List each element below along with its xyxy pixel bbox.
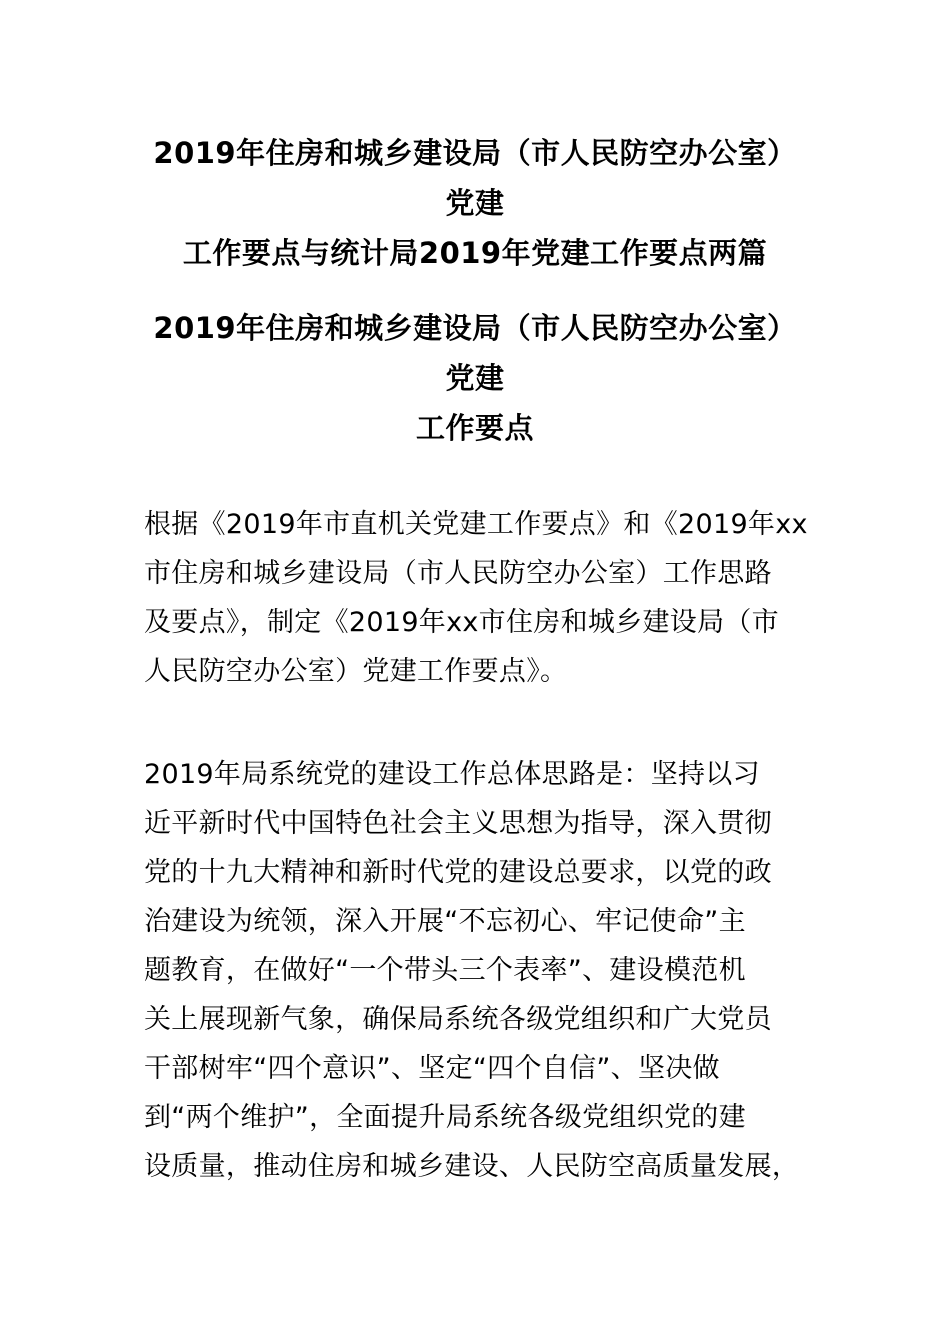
document-title-line: 工作要点与统计局2019年党建工作要点两篇: [182, 236, 768, 270]
document-title-line: 2019年住房和城乡建设局（市人民防空办公室）党建: [153, 136, 797, 220]
section-title: [140, 303, 810, 453]
paragraph-line: 关上展现新气象，确保局系统各级党组织和广大党员: [144, 1004, 772, 1035]
paragraph-line: 干部树牢“四个意识”、坚定“四个自信”、坚决做: [144, 1053, 720, 1084]
section-title-line: 2019年住房和城乡建设局（市人民防空办公室）党建: [153, 311, 797, 395]
paragraph-line: 到“两个维护”，全面提升局系统各级党组织党的建: [144, 1102, 746, 1133]
document-title: [140, 128, 810, 278]
body-paragraph-1: [144, 500, 814, 696]
paragraph-line: 人民防空办公室）党建工作要点》。: [144, 656, 568, 687]
paragraph-line: 党的十九大精神和新时代党的建设总要求，以党的政: [144, 857, 772, 888]
paragraph-line: 市住房和城乡建设局（市人民防空办公室）工作思路: [144, 558, 772, 589]
paragraph-line: 治建设为统领，深入开展“不忘初心、牢记使命”主: [144, 906, 746, 937]
paragraph-line: 及要点》，制定《2019年xx市住房和城乡建设局（市: [144, 607, 779, 638]
paragraph-line: 2019年局系统党的建设工作总体思路是：坚持以习: [144, 759, 760, 790]
paragraph-line: 题教育，在做好“一个带头三个表率”、建设模范机: [144, 955, 746, 986]
paragraph-line: 设质量，推动住房和城乡建设、人民防空高质量发展，: [144, 1151, 800, 1182]
paragraph-line: 近平新时代中国特色社会主义思想为指导，深入贯彻: [144, 808, 772, 839]
body-paragraph-2: [144, 750, 814, 1191]
paragraph-line: 根据《2019年市直机关党建工作要点》和《2019年xx: [144, 509, 808, 540]
section-title-line: 工作要点: [415, 411, 534, 445]
